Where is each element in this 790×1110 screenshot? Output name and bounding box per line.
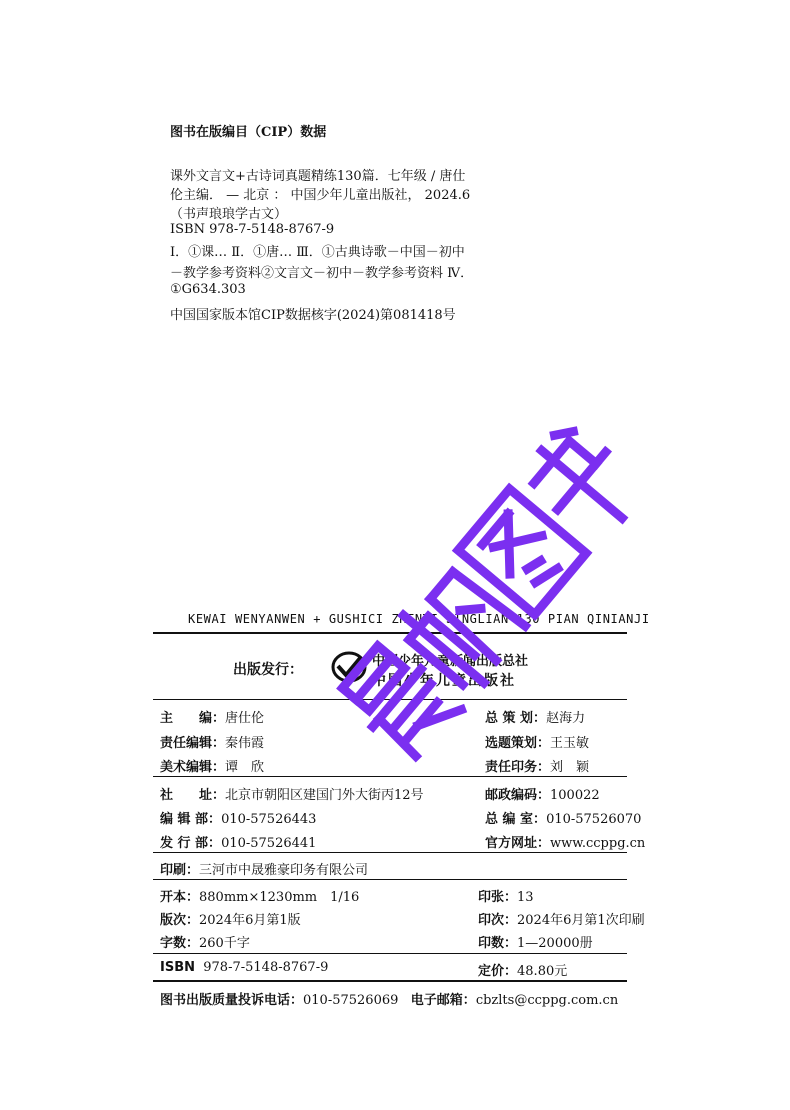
editorial-phone: 编 辑 部：010-57526443 bbox=[160, 812, 317, 827]
printer: 印刷：三河市中晟雅豪印务有限公司 bbox=[160, 863, 369, 878]
complaint-phone: 010-57526069 bbox=[303, 993, 399, 1008]
general-office-phone: 总 编 室：010-57526070 bbox=[485, 812, 642, 827]
art-editor: 美术编辑：谭 欣 bbox=[160, 760, 265, 775]
cip-line: 课外文言文+古诗词真题精练130篇．七年级 / 唐仕 bbox=[170, 169, 466, 184]
complaint-label: 图书出版质量投诉电话： bbox=[160, 993, 304, 1008]
responsible-editor: 责任编辑：秦伟霞 bbox=[160, 736, 265, 751]
watermark bbox=[300, 380, 680, 800]
impression: 印次：2024年6月第1次印刷 bbox=[478, 913, 645, 928]
address: 社 址：北京市朝阳区建国门外大街丙12号 bbox=[160, 788, 424, 803]
cip-line: －教学参考资料②文言文－初中－教学参考资料 Ⅳ． bbox=[170, 266, 474, 281]
divider bbox=[153, 852, 627, 853]
print-manager: 责任印务：刘 颖 bbox=[485, 760, 590, 775]
chief-editor: 主 编：唐仕伦 bbox=[160, 711, 265, 726]
print-run: 印数：1—20000册 bbox=[478, 936, 593, 951]
cip-line: （书声琅琅学古文） bbox=[170, 207, 288, 222]
cip-record: 中国国家版本馆CIP数据核字(2024)第081418号 bbox=[170, 308, 456, 323]
divider bbox=[153, 879, 627, 880]
postcode: 邮政编码：100022 bbox=[485, 788, 600, 803]
distribution-phone: 发 行 部：010-57526441 bbox=[160, 836, 317, 851]
cip-line: ①G634.303 bbox=[170, 282, 246, 297]
cip-line: ISBN 978-7-5148-8767-9 bbox=[170, 222, 335, 237]
price: 定价：48.80元 bbox=[478, 964, 568, 979]
romanized-title: KEWAI WENYANWEN + GUSHICI ZHENTI JINGLIAN 130 PIAN QINIANJI bbox=[188, 612, 650, 626]
divider bbox=[153, 953, 627, 954]
format: 开本：880mm×1230mm 1/16 bbox=[160, 890, 360, 905]
email-label: 电子邮箱： bbox=[410, 993, 476, 1008]
sheets: 印张：13 bbox=[478, 890, 534, 905]
cip-title: 图书在版编目（CIP）数据 bbox=[170, 125, 327, 140]
publisher-name-line2: 中国少年儿童出版社 bbox=[372, 673, 516, 689]
publisher-name-line1: 中国少年儿童新闻出版总社 bbox=[372, 654, 529, 669]
footer bbox=[160, 989, 618, 1008]
cip-line: Ⅰ．①课… Ⅱ．①唐… Ⅲ．①古典诗歌－中国－初中 bbox=[170, 245, 465, 260]
website: 官方网址：www.ccppg.cn bbox=[485, 836, 646, 851]
topic-planner: 选题策划：王玉敏 bbox=[485, 736, 590, 751]
email-address: cbzlts@ccppg.com.cn bbox=[475, 993, 619, 1008]
edition: 版次：2024年6月第1版 bbox=[160, 913, 301, 928]
general-planner: 总 策 划：赵海力 bbox=[485, 711, 586, 726]
isbn: ISBN 978-7-5148-8767-9 bbox=[160, 960, 329, 975]
cip-line: 伦主编． — 北京 ： 中国少年儿童出版社， 2024.6 bbox=[170, 188, 471, 203]
divider bbox=[153, 980, 627, 982]
word-count: 字数：260千字 bbox=[160, 936, 250, 951]
publisher-label: 出版发行： bbox=[233, 662, 303, 678]
